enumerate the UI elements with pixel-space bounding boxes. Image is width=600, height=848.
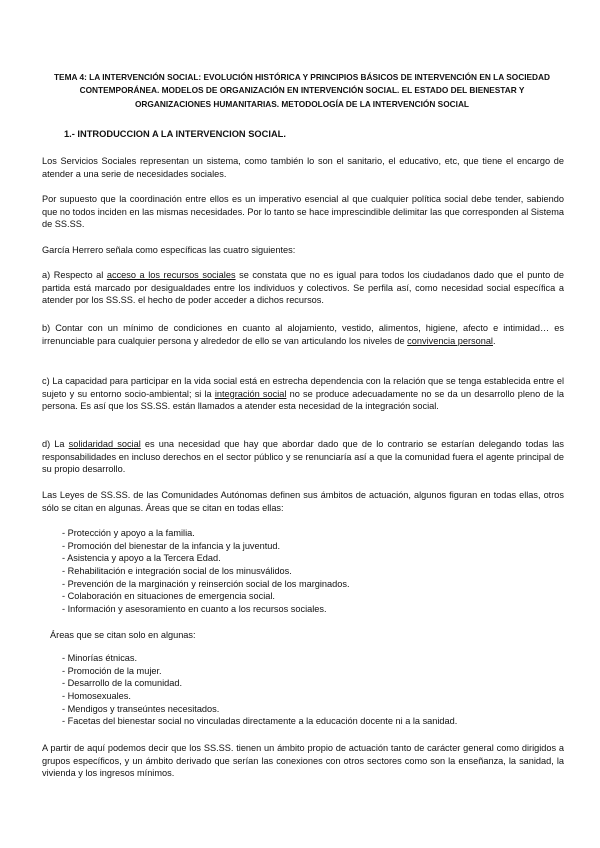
list-item: - Prevención de la marginación y reinserción social de los marginados. <box>62 578 350 589</box>
underlined-acceso-recursos: acceso a los recursos sociales <box>106 270 236 280</box>
section-heading: 1.- INTRODUCCION A LA INTERVENCION SOCIAL. <box>64 129 286 139</box>
paragraph-conclusion: A partir de aquí podemos decir que los SS.SS. tienen un ámbito propio de actuación tanto de carácter general como dirigidos a grupos específicos, y un ámbito derivado que serían las conexiones con otros sectores como son la enseñanza, la sanidad, la vivienda y los ingresos mínimos. <box>42 743 564 779</box>
paragraph-d-post: es una necesidad que hay que abordar dado que de lo contrario se estarían delegando todas las responsabilidades en incluso derechos en el sector público y se renunciaría así a que la comunidad fuera el agente principal de su propio desarrollo. <box>42 439 565 475</box>
paragraph-d <box>42 438 564 476</box>
paragraph-c-post: no se produce adecuadamente no se da un desarrollo pleno de la persona. Es así que los SS.SS. están llamados a atender esta necesidad de la integración social. <box>42 388 564 412</box>
list-item: - Mendigos y transeúntes necesitados. <box>62 703 220 714</box>
underlined-convivencia-personal: convivencia personal <box>407 335 493 346</box>
list-item: - Promoción del bienestar de la infancia y la juventud. <box>62 540 281 551</box>
list-item: - Información y asesoramiento en cuanto a los recursos sociales. <box>62 604 327 615</box>
paragraph-c-pre: c) La capacidad para participar en la vida social está en estrecha dependencia con la relación que se tenga establecida entre el sujeto y su entorno socio-ambiental; si la <box>42 376 564 399</box>
paragraph-a-post: se constata que no es igual para todos los ciudadanos dado que el punto de partida está marcado por desigualdades entre los individuos y colectivos. Se perfila así, como necesidad social específica a atender por los SS.SS. el hecho de poder acceder a dichos recursos. <box>42 270 564 306</box>
list-item: - Protección y apoyo a la familia. <box>62 528 195 538</box>
paragraph-garcia-herrero: García Herrero señala como específicas las cuatro siguientes: <box>42 245 296 255</box>
list-item: - Promoción de la mujer. <box>62 665 162 676</box>
paragraph-b-pre: b) Contar con un mínimo de condiciones en cuanto al alojamiento, vestido, alimentos, higiene, afecto e intimidad… es irrenunciable para cualquier persona y alrededor de ello se van articulando los niveles de <box>42 323 564 346</box>
paragraph-intro: Los Servicios Sociales representan un sistema, como también lo son el sanitario, el educativo, etc, que tiene el encargo de atender a una serie de necesidades sociales. <box>42 156 564 179</box>
paragraph-a-pre: a) Respecto al <box>42 270 107 280</box>
paragraph-b-post: . <box>492 335 496 346</box>
list-areas-some <box>62 652 562 728</box>
paragraph-b <box>42 322 564 347</box>
list-item: - Desarrollo de la comunidad. <box>62 678 183 689</box>
list-item: - Rehabilitación e integración social de los minusválidos. <box>62 566 292 577</box>
list-item: - Homosexuales. <box>62 691 131 702</box>
list-item: - Minorías étnicas. <box>62 653 138 663</box>
list-item: - Facetas del bienestar social no vinculadas directamente a la educación docente ni a la sanidad. <box>62 716 458 727</box>
document-title: TEMA 4: LA INTERVENCIÓN SOCIAL: EVOLUCIÓN HISTÓRICA Y PRINCIPIOS BÁSICOS DE INTERVENCIÓN EN LA SOCIEDAD CONTEMPORÁNEA. MODELOS DE ORGANIZACIÓN EN INTERVENCIÓN SOCIAL. EL ESTADO DEL BIENESTAR Y ORGANIZACIONES HUMANITARIAS. METODOLOGÍA DE LA INTERVENCIÓN SOCIAL <box>53 72 551 109</box>
list-item: - Colaboración en situaciones de emergencia social. <box>62 591 275 602</box>
paragraph-d-pre: d) La <box>42 439 69 449</box>
underlined-integracion-social: integración social <box>214 388 287 399</box>
sub-heading-areas-some: Áreas que se citan solo en algunas: <box>50 630 196 640</box>
underlined-solidaridad-social: solidaridad social <box>68 439 141 449</box>
list-areas-all <box>62 527 562 616</box>
paragraph-c <box>42 375 564 413</box>
list-item: - Asistencia y apoyo a la Tercera Edad. <box>62 553 221 564</box>
paragraph-a <box>42 269 564 307</box>
paragraph-coordination: Por supuesto que la coordinación entre ellos es un imperativo esencial al que cualquier política social debe tender, sabiendo que no todos inciden en las mismas necesidades. Por lo tanto se hace imprescindible delimitar las que corresponden al Sistema de SS.SS. <box>42 194 564 230</box>
paragraph-leyes: Las Leyes de SS.SS. de las Comunidades Autónomas definen sus ámbitos de actuación, algunos figuran en todas ellas, otros sólo se citan en algunas. Áreas que se citan en todas ellas: <box>42 490 564 513</box>
